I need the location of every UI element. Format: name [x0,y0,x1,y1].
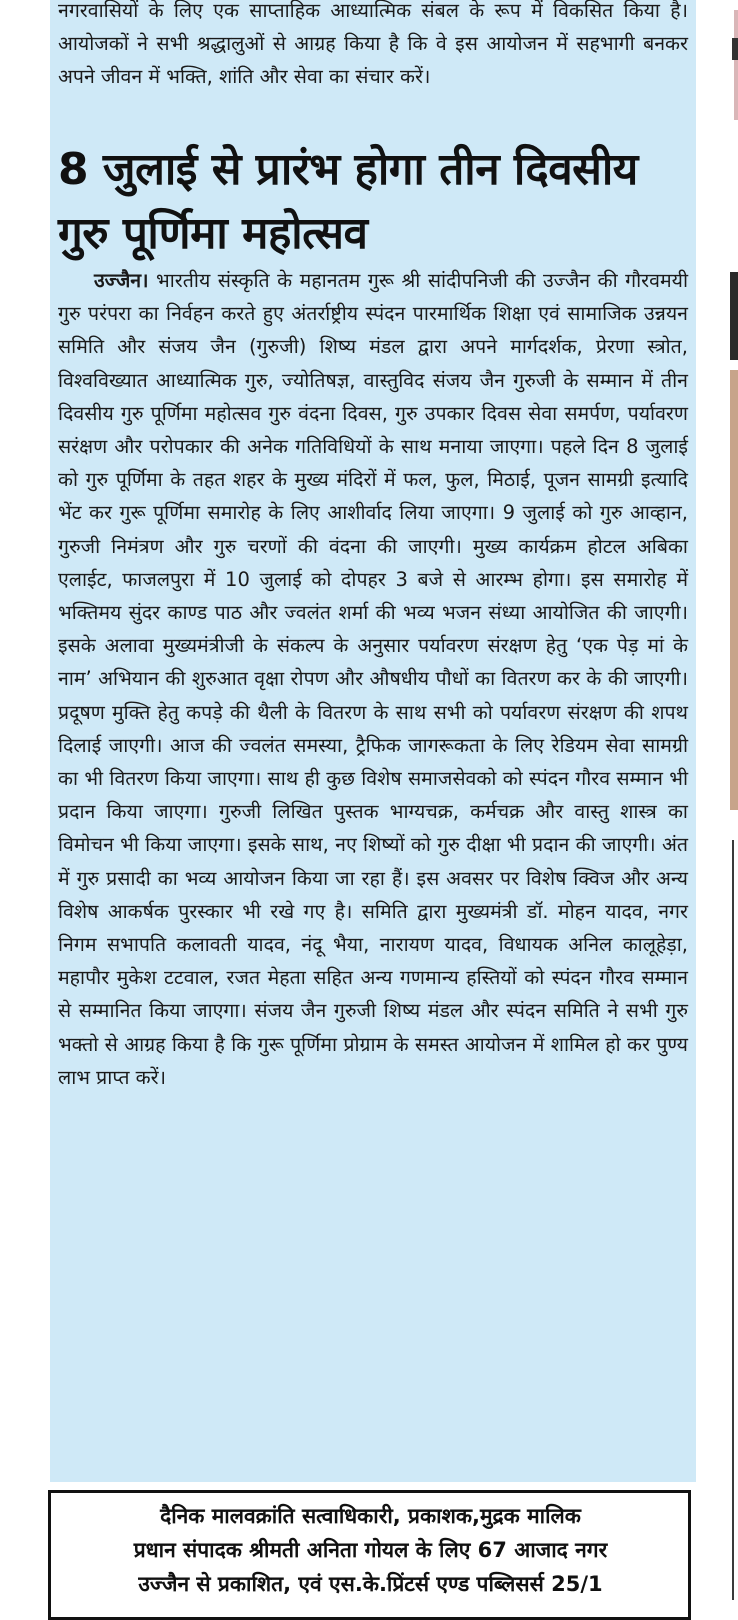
publisher-imprint-box [48,1490,691,1620]
imprint-line-1: दैनिक मालवक्रांति सत्वाधिकारी, प्रकाशक,मुद्रक मालिक [160,1504,581,1528]
news-column [50,0,696,1482]
headline-line-1: 8 जुलाई से प्रारंभ होगा तीन दिवसीय [58,144,638,195]
article-headline [58,138,696,266]
imprint-line-3: उज्जैन से प्रकाशित, एवं एस.के.प्रिंटर्स एण्ड पब्लिसर्स 25/1 [138,1572,603,1596]
adjacent-page-edge-top [734,10,738,120]
article-dateline: उज्जैन। [94,269,149,292]
previous-article-tail: नगरवासियों के लिए एक साप्ताहिक आध्यात्मिक संबल के रूप में विकसित किया है। आयोजकों ने सभी श्रद्धालुओं से आग्रह किया है कि वे इस आयोजन में सहभागी बनकर अपने जीवन में भक्ति, शांति और सेवा का संचार करें। [58,0,688,88]
page-margin-left [0,0,50,1600]
article-body [58,264,688,1094]
article-body-text: भारतीय संस्कृति के महानतम गुरू श्री सांदीपनिजी की उज्जैन की गौरवमयी गुरु परंपरा का निर्वहन करते हुए अंतर्राष्ट्रीय स्पंदन पारमार्थिक शिक्षा एवं सामाजिक उन्नयन समिति और संजय जैन (गुरुजी) शिष्य मंडल द्वारा अपने मार्गदर्शक, प्रेरणा स्त्रोत, विश्वविख्यात आध्यात्मिक गुरु, ज्योतिषज्ञ, वास्तुविद संजय जैन गुरुजी के सम्मान में तीन दिवसीय गुरु पूर्णिमा महोत्सव गुरु वंदना दिवस, गुरु उपकार दिवस सेवा समर्पण, पर्यावरण सरंक्षण और परोपकार की अनेक गतिविधियों के साथ मनाया जाएगा। पहले दिन 8 जुलाई को गुरु पूर्णिमा के तहत शहर के मुख्य मंदिरों में फल, फुल, मिठाई, पूजन सामग्री इत्यादि भेंट कर गुरू पूर्णिमा समारोह के लिए आशीर्वाद लिया जाएगा। 9 जुलाई को गुरु आव्हान, गुरुजी निमंत्रण और गुरु चरणों की वंदना की जाएगी। मुख्य कार्यक्रम होटल अबिका एलाईट, फाजलपुरा में 10 जुलाई को दोपहर 3 बजे से आरम्भ होगा। इस समारोह में भक्तिमय सुंदर काण्ड पाठ और ज्वलंत शर्मा की भव्य भजन संध्या आयोजित की जाएगी। इसके अलावा मुख्यमंत्रीजी के संकल्प के अनुसार पर्यावरण संरक्षण हेतु ‘एक पेड़ मां के नाम’ अभियान की शुरुआत वृक्षा रोपण और औषधीय पौधों का वितरण कर के की जाएगी। प्रदूषण मुक्ति हेतु कपड़े की थैली के वितरण के साथ सभी को पर्यावरण संरक्षण की शपथ दिलाई जाएगी। आज की ज्वलंत समस्या, ट्रैफिक जागरूकता के लिए रेडियम सेवा सामग्री का भी वितरण किया जाएगा। साथ ही कुछ विशेष समाजसेवको को स्पंदन गौरव सम्मान भी प्रदान किया जाएगा। गुरुजी लिखित पुस्तक भाग्यचक्र, कर्मचक्र और वास्तु शास्त्र का विमोचन भी किया जाएगा। इसके साथ, नए शिष्यों को गुरु दीक्षा भी प्रदान की जाएगी। अंत में गुरु प्रसादी का भव्य आयोजन किया जा रहा हैं। इस अवसर पर विशेष क्विज और अन्य विशेष आकर्षक पुरस्कार भी रखे गए है। समिति द्वारा मुख्यमंत्री डॉ. मोहन यादव, नगर निगम सभापति कलावती यादव, नंदू भैया, नारायण यादव, विधायक अनिल कालूहेड़ा, महापौर मुकेश टटवाल, रजत मेहता सहित अन्य गणमान्य हस्तियों को स्पंदन गौरव सम्मान से सम्मानित किया जाएगा। संजय जैन गुरुजी शिष्य मंडल और स्पंदन समिति ने सभी गुरु भक्तो से आग्रह किया है कि गुरू पूर्णिमा प्रोग्राम के समस्त आयोजन में शामिल हो कर पुण्य लाभ प्राप्त करें। [58,269,689,1089]
headline-line-2: गुरु पूर्णिमा महोत्सव [58,208,368,259]
adjacent-page-edge-photo [730,370,738,810]
adjacent-page-edge-rule [732,840,734,1600]
imprint-line-2: प्रधान संपादक श्रीमती अनिता गोयल के लिए 67 आजाद नगर [133,1538,608,1562]
adjacent-page-edge-mark [732,38,738,60]
adjacent-page-edge-dark [730,272,738,360]
